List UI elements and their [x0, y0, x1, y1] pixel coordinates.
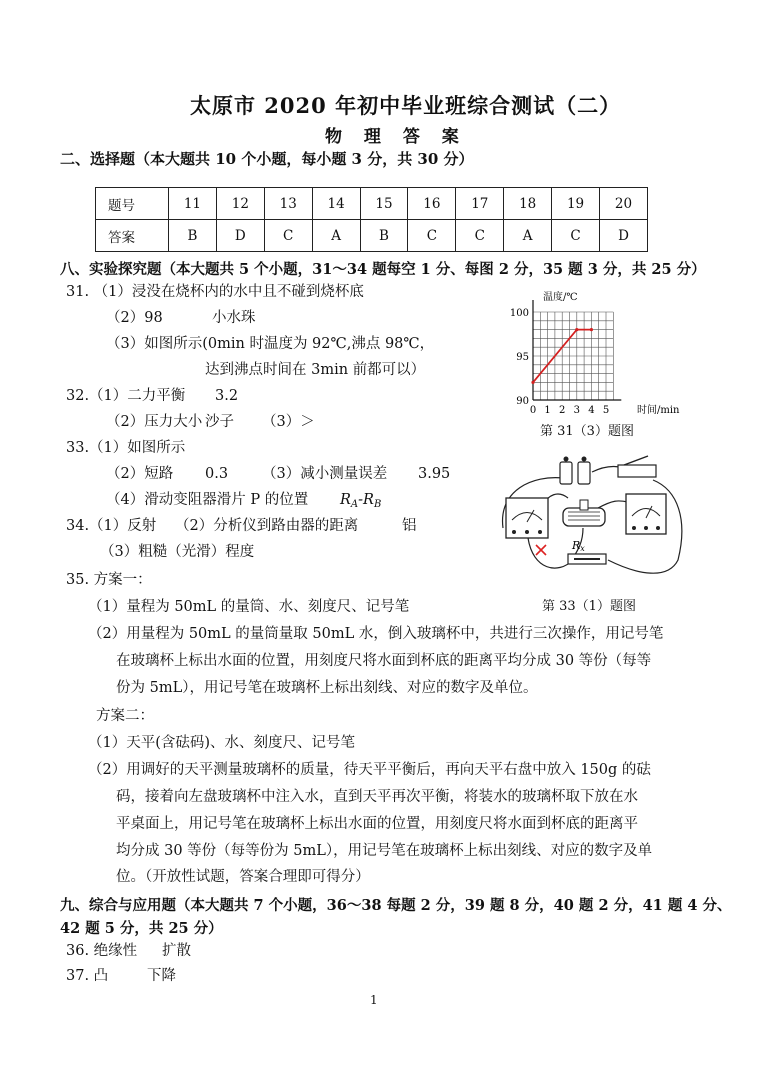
q36-answer-b: 扩散 [162, 943, 191, 959]
q37-answer-a: 37. 凸 [66, 968, 109, 984]
figure-31-chart [495, 285, 695, 435]
switch-icon [618, 456, 656, 477]
table-cell: 11 [169, 188, 217, 220]
page-number: 1 [370, 993, 378, 1007]
q35-plan2-item2a: （2）用调好的天平测量玻璃杯的质量，待天平平衡后，再向天平右盘中放入 150g 的砝 [88, 762, 651, 778]
q36-answer-a: 36. 绝缘性 [66, 943, 138, 959]
section-2-heading: 二、选择题（本大题共 10 个小题，每小题 3 分，共 30 分） [60, 150, 474, 168]
q31-line-2b: 小水珠 [212, 310, 256, 326]
page-title: 太原市 2020 年初中毕业班综合测试（二） [190, 93, 622, 118]
q33-line-1: 33.（1）如图所示 [66, 440, 186, 456]
rheostat-icon [563, 500, 605, 526]
table-cell: 题号 [96, 188, 169, 220]
data-point [575, 328, 578, 331]
q35-plan2-item2e [116, 868, 370, 886]
wrong-wire-cross-icon [536, 545, 546, 555]
battery-icon [560, 457, 590, 485]
x-tick-label: 3 [573, 405, 580, 416]
q35-plan2-item2b: 码，接着向左盘玻璃杯中注入水，直到天平再次平衡，将装水的玻璃杯取下放在水 [116, 789, 638, 805]
resistor-icon [568, 554, 606, 564]
q32-line-1b: 3.2 [215, 388, 239, 404]
table-cell: 12 [216, 188, 264, 220]
table-cell: D [600, 220, 648, 252]
q35-plan1-item1: （1）量程为 50mL 的量筒、水、刻度尺、记号笔 [88, 599, 410, 615]
q35-plan1-item2c: 份为 5mL），用记号笔在玻璃杯上标出刻线、对应的数字及单位。 [116, 680, 538, 696]
x-axis-label: 时间/min [637, 405, 680, 416]
q35-plan1-title: 35. 方案一： [66, 572, 152, 588]
table-cell: C [552, 220, 600, 252]
q34-line-1c: 铝 [402, 518, 417, 534]
q33-line-2a: （2）短路 [106, 466, 174, 482]
q31-line-3: （3）如图所示(0min 时温度为 92℃,沸点 98℃， [106, 336, 435, 352]
figure-31-caption: 第 31（3）题图 [540, 424, 634, 439]
q33-line-2c: （3）减小测量误差 [262, 466, 388, 482]
x-tick-label: 1 [544, 405, 551, 416]
q33-line-3a: （4）滑动变阻器滑片 P 的位置 [106, 492, 309, 508]
table-cell: C [456, 220, 504, 252]
q33-line-3b [340, 491, 381, 514]
table-cell: 19 [552, 188, 600, 220]
q35-plan1-item2b: 在玻璃杯上标出水面的位置，用刻度尺将水面到杯底的距离平均分成 30 等份（每等 [116, 653, 652, 669]
q35-plan1-item2a: （2）用量程为 50mL 的量筒量取 50mL 水，倒入玻璃杯中，共进行三次操作，用记号笔 [88, 626, 664, 642]
q32-line-2c: （3）＞ [262, 414, 315, 430]
table-cell: C [408, 220, 456, 252]
x-tick-label: 5 [602, 405, 610, 416]
section-8-heading: 八、实验探究题（本大题共 5 个小题，31～34 题每空 1 分、每图 2 分，35 题 3 分，共 25 分） [60, 261, 706, 278]
y-tick-label: 100 [509, 308, 529, 319]
q32-line-2a: （2）压力大小 [106, 414, 203, 430]
figure-33-caption: 第 33（1）题图 [542, 599, 636, 614]
x-tick-label: 4 [588, 405, 595, 416]
q33-line-2b: 0.3 [205, 466, 229, 482]
q32-line-2b: 沙子 [205, 414, 234, 430]
y-tick-label: 95 [516, 352, 529, 363]
table-cell: B [360, 220, 408, 252]
q31-line-2a: （2）98 [106, 310, 163, 326]
q32-line-1a: 32.（1）二力平衡 [66, 388, 186, 404]
table-cell: 14 [312, 188, 360, 220]
q33-line-2d: 3.95 [418, 466, 451, 482]
figure-33-circuit [488, 450, 698, 595]
table-cell: 17 [456, 188, 504, 220]
q31-line-4: 达到沸点时间在 3min 前都可以） [205, 362, 426, 378]
section-9-heading-line-1: 九、综合与应用题（本大题共 7 个小题，36～38 每题 2 分，39 题 8 分，40 题 2 分，41 题 4 分、 [60, 897, 732, 914]
q37-answer-b: 下降 [147, 968, 176, 984]
chart-grid [533, 312, 613, 400]
table-cell: 13 [264, 188, 312, 220]
x-tick-label: 0 [529, 405, 537, 416]
table-cell: 18 [504, 188, 552, 220]
answer-table [95, 187, 648, 252]
x-tick-label: 2 [559, 405, 566, 416]
section-9-heading-line-2: 42 题 5 分，共 25 分） [60, 920, 223, 937]
y-axis-label: 温度/℃ [543, 292, 578, 303]
data-point [531, 381, 534, 384]
chart-axes [533, 300, 621, 400]
table-cell: A [504, 220, 552, 252]
q34-line-1a: 34.（1）反射 [66, 518, 157, 534]
table-cell: D [216, 220, 264, 252]
wire [528, 538, 573, 568]
q35-plan2-item1: （1）天平(含砝码)、水、刻度尺、记号笔 [88, 735, 356, 751]
table-row-answers [96, 220, 648, 252]
q34-line-1b: （2）分析仪到路由器的距离 [175, 518, 359, 534]
page-subtitle: 物 理 答 案 [325, 127, 467, 147]
q35-plan2-item2c: 平桌面上，用记号笔在玻璃杯上标出水面的位置，用刻度尺将水面到杯底的距离平 [116, 816, 638, 832]
table-cell: 20 [600, 188, 648, 220]
table-cell: B [169, 220, 217, 252]
q35-plan2-item2d: 均分成 30 等份（每等份为 5mL），用记号笔在玻璃杯上标出刻线、对应的数字及单 [116, 843, 653, 859]
table-cell: A [312, 220, 360, 252]
q35-plan2-title: 方案二： [96, 708, 154, 724]
table-row-numbers [96, 188, 648, 220]
subscript-b: B [373, 499, 382, 510]
table-cell: C [264, 220, 312, 252]
data-point [590, 328, 593, 331]
y-tick-label: 90 [516, 396, 529, 407]
resistance-dash: -R [358, 492, 374, 508]
q35-plan2-note: 位。（开放性试题，答案合理即可得分） [116, 869, 370, 885]
resistance-symbol: R [340, 492, 351, 508]
resistor-label: Rx [572, 539, 585, 553]
table-cell: 16 [408, 188, 456, 220]
table-cell: 答案 [96, 220, 169, 252]
subscript-a: A [350, 499, 359, 510]
q34-line-2: （3）粗糙（光滑）程度 [100, 544, 255, 560]
voltmeter-icon [506, 498, 548, 538]
ammeter-icon [626, 494, 666, 534]
table-cell: 15 [360, 188, 408, 220]
q31-line-1: 31. （1）浸没在烧杯内的水中且不碰到烧杯底 [66, 284, 364, 300]
wire [598, 501, 628, 508]
